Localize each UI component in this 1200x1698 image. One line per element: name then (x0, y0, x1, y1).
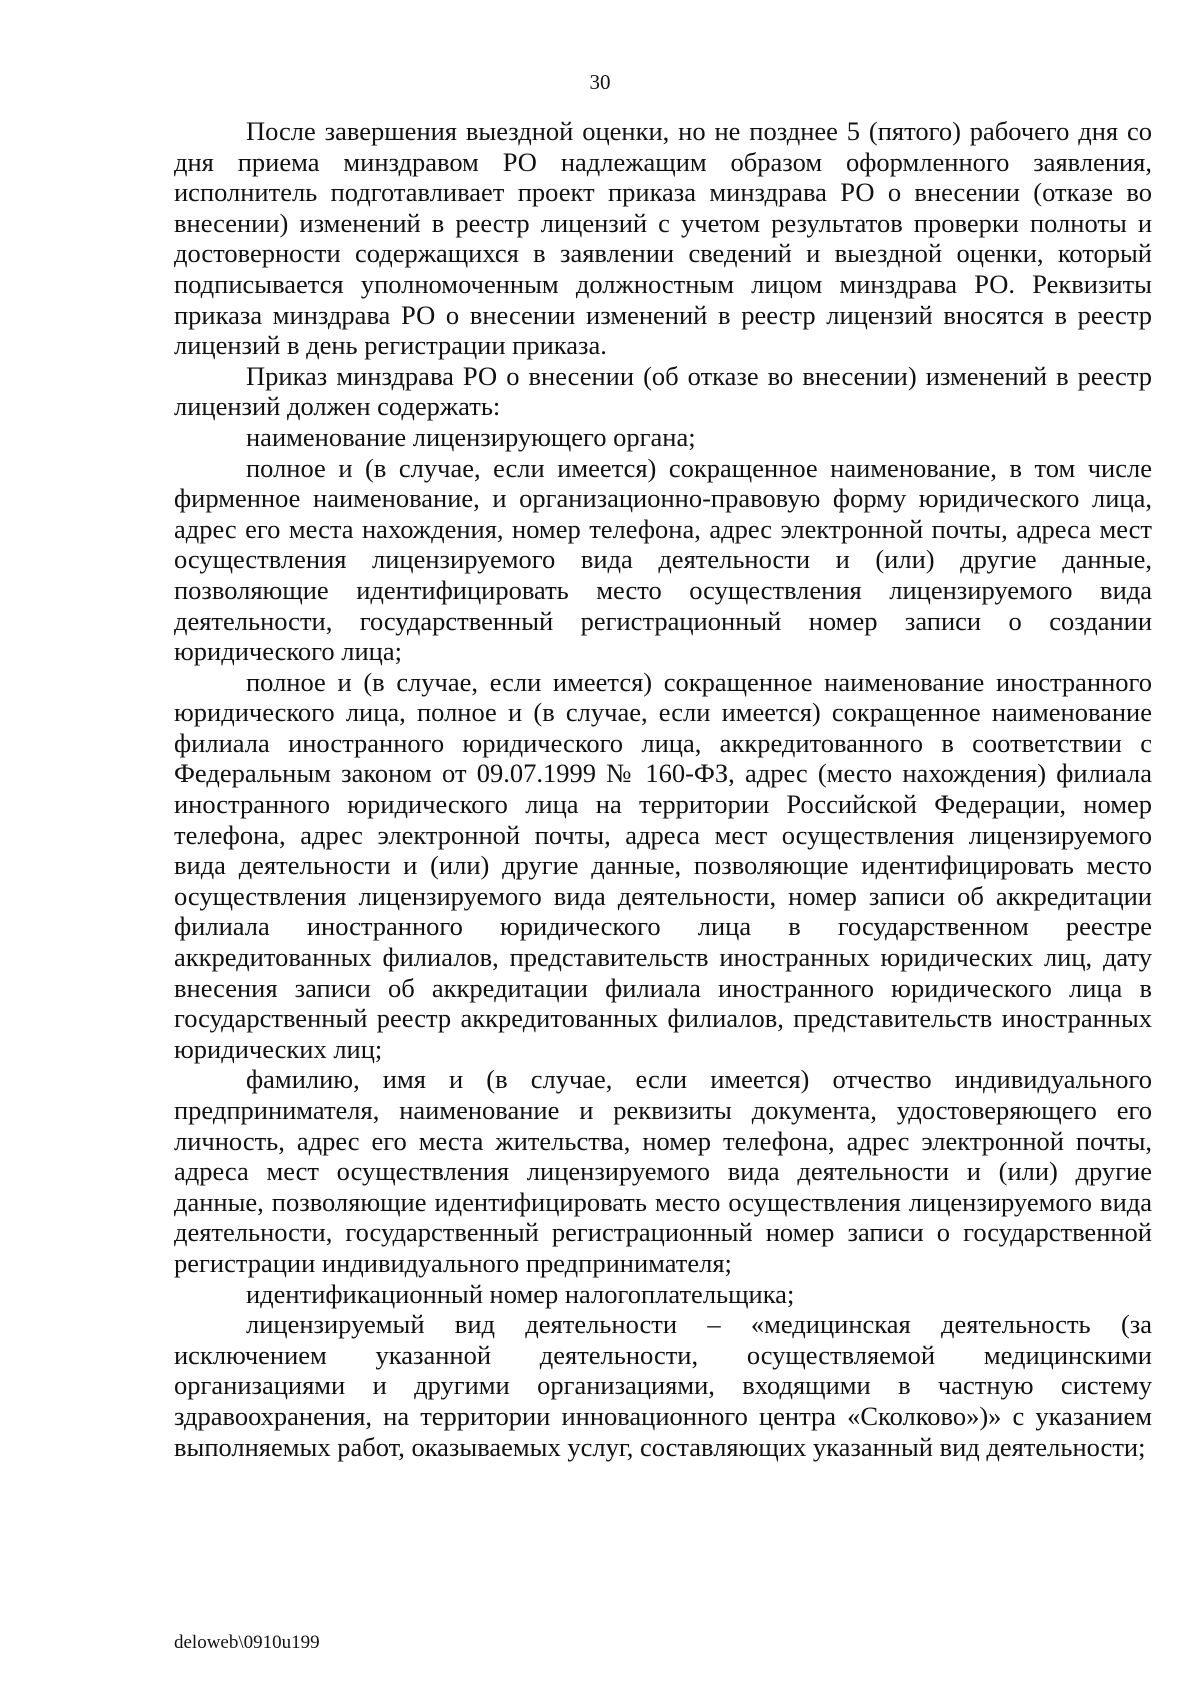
document-body (174, 116, 1152, 1462)
paragraph-individual-entrepreneur: фамилию, имя и (в случае, если имеется) отчество индивидуального предпринимателя, наименование и реквизиты документа, удостоверяющего его личность, адрес его места жительства, номер телефона, адрес электронной почты, адреса мест осуществления лицензируемого вида деятельности и (или) другие данные, позволяющие идентифицировать место осуществления лицензируемого вида деятельности, государственный регистрационный номер записи о государственной регистрации индивидуального предпринимателя; (174, 1064, 1152, 1278)
paragraph-order-contents-intro: Приказ минздрава РО о внесении (об отказе во внесении) изменений в реестр лицензий должен содержать: (174, 360, 1152, 422)
paragraph-licensing-authority: наименование лицензирующего органа; (246, 421, 696, 452)
page-number: 30 (589, 70, 611, 94)
paragraph-legal-entity: полное и (в случае, если имеется) сокращенное наименование, в том числе фирменное наименование, и организационно-правовую форму юридического лица, адрес его места нахождения, номер телефона, адрес электронной почты, адреса мест осуществления лицензируемого вида деятельности и (или) другие данные, позволяющие идентифицировать место осуществления лицензируемого вида деятельности, государственный регистрационный номер записи о создании юридического лица; (174, 452, 1152, 667)
paragraph-licensed-activity: лицензируемый вид деятельности – «медицинская деятельность (за исключением указанной деятельности, осуществляемой медицинскими организациями и другими организациями, входящими в частную систему здравоохранения, на территории инновационного центра «Сколково»)» с указанием выполняемых работ, оказываемых услуг, составляющих указанный вид деятельности; (174, 1309, 1152, 1462)
paragraph-foreign-entity: полное и (в случае, если имеется) сокращенное наименование иностранного юридического лица, полное и (в случае, если имеется) сокращенное наименование филиала иностранного юридического лица, аккредитованного в соответствии с Федеральным законом от 09.07.1999 № 160-ФЗ, адрес (место нахождения) филиала иностранного юридического лица на территории Российской Федерации, номер телефона, адрес электронной почты, адреса мест осуществления лицензируемого вида деятельности и (или) другие данные, позволяющие идентифицировать место осуществления лицензируемого вида деятельности, номер записи об аккредитации филиала иностранного юридического лица в государственном реестре аккредитованных филиалов, представительств иностранных юридических лиц, дату внесения записи об аккредитации филиала иностранного юридического лица в государственный реестр аккредитованных филиалов, представительств иностранных юридических лиц; (174, 666, 1152, 1064)
footer-document-code: deloweb\0910u199 (174, 1632, 320, 1653)
paragraph-order-preparation: После завершения выездной оценки, но не позднее 5 (пятого) рабочего дня со дня приема минздравом РО надлежащим образом оформленного заявления, исполнитель подготавливает проект приказа минздрава РО о внесении (отказе во внесении) изменений в реестр лицензий с учетом результатов проверки полноты и достоверности содержащихся в заявлении сведений и выездной оценки, который подписывается уполномоченным должностным лицом минздрава РО. Реквизиты приказа минздрава РО о внесении изменений в реестр лицензий вносятся в реестр лицензий в день регистрации приказа. (174, 116, 1152, 361)
paragraph-tax-id: идентификационный номер налогоплательщика; (246, 1278, 795, 1309)
